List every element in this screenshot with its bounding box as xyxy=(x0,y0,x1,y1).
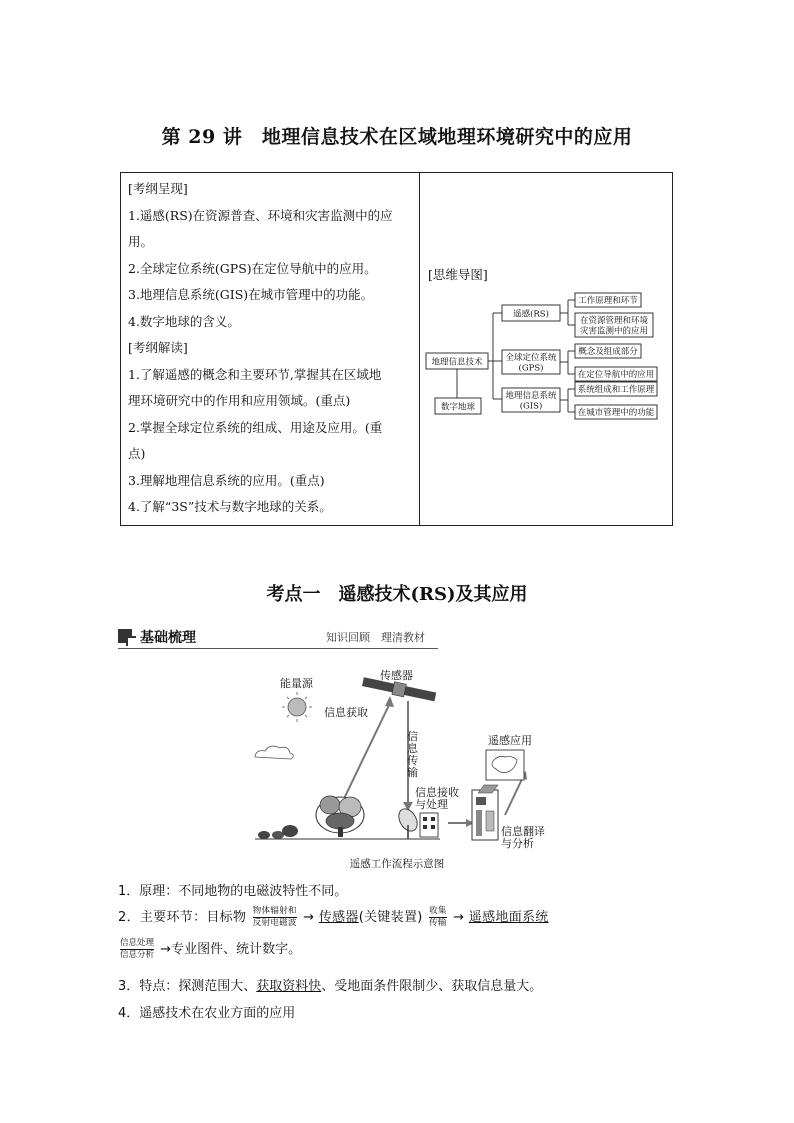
arrow-to-application xyxy=(505,777,523,815)
item-agriculture: 4．遥感技术在农业方面的应用 xyxy=(118,1006,296,1021)
label-energy-source: 能量源 xyxy=(280,677,313,690)
mindmap-gis-leaf-1-text: 系统组成和工作原理 xyxy=(577,385,655,395)
mindmap-gps-leaf-1-text: 概念及组成部分 xyxy=(578,347,638,357)
label-transmit-1: 信 xyxy=(407,730,418,743)
rs-workflow-diagram xyxy=(250,665,550,855)
banner-square-cut xyxy=(126,636,136,646)
outline-line: 2.全球定位系统(GPS)在定位导航中的应用。 xyxy=(128,260,377,276)
section-title: 考点一 遥感技术(RS)及其应用 xyxy=(266,584,528,605)
label-transmit-4: 输 xyxy=(407,766,418,779)
table-divider xyxy=(419,173,420,525)
mindmap-root: 地理信息技术 xyxy=(431,357,483,368)
outline-line: 用。 xyxy=(128,234,154,249)
label-application: 遥感应用 xyxy=(488,734,532,747)
mindmap-gis-2: (GIS) xyxy=(519,401,543,412)
steps-prefix: 2．主要环节：目标物 xyxy=(118,910,247,925)
features-fast: 获取资料快 xyxy=(256,979,322,994)
banner-line xyxy=(118,648,438,649)
sun-icon xyxy=(282,692,312,722)
banner xyxy=(118,627,438,649)
label-translate-2: 与分析 xyxy=(501,837,534,850)
outline-line: 1.遥感(RS)在资源普查、环境和灾害监测中的应 xyxy=(128,207,393,223)
outline-line: 1.了解遥感的概念和主要环节,掌握其在区域地 xyxy=(128,366,382,382)
steps-ground-system: 遥感地面系统 xyxy=(468,910,549,925)
features-rest: 、受地面条件限制少、获取信息量大。 xyxy=(321,979,543,994)
mindmap xyxy=(423,288,673,423)
outline-line: [考纲呈现] xyxy=(128,181,188,196)
item-principle: 1．原理：不同地物的电磁波特性不同。 xyxy=(118,884,348,899)
tree-icon xyxy=(316,796,364,837)
mindmap-digital-earth: 数字地球 xyxy=(440,402,476,413)
processing-station-icon xyxy=(472,785,498,840)
steps-sensor: 传感器 xyxy=(318,910,359,925)
step-arrow-3-bottom: 信息分析 xyxy=(120,950,155,960)
outline-table xyxy=(120,172,673,526)
outline-line: 理环境研究中的作用和应用领域。(重点) xyxy=(128,393,351,408)
bush-icon xyxy=(258,825,298,839)
outline-line: 4.数字地球的含义。 xyxy=(128,313,240,329)
item-steps-continued: 信息处理 信息分析 →专业图件、统计数字。 xyxy=(120,938,302,960)
label-transmit-3: 传 xyxy=(407,754,418,767)
steps-key-device: (关键装置) xyxy=(358,910,423,925)
mindmap-rs-leaf-2b-text: 灾害监测中的应用 xyxy=(579,326,649,337)
outline-line: 2.掌握全球定位系统的组成、用途及应用。(重 xyxy=(128,419,383,435)
step-arrow-3-top: 信息处理 xyxy=(120,938,155,948)
cloud-icon xyxy=(255,746,293,759)
step-arrow-1 xyxy=(253,906,297,929)
label-receive-2: 与处理 xyxy=(415,798,448,811)
outline-line: 点) xyxy=(128,446,146,461)
item-steps: 2．主要环节：目标物 物体辐射和 反射电磁波 → 传感器(关键装置) 收集 传输 → 遥感地面系统 xyxy=(118,906,549,928)
step-arrow-1-bottom: 反射电磁波 xyxy=(252,918,297,928)
mindmap-rs: 遥感(RS) xyxy=(513,309,549,320)
label-info-get: 信息获取 xyxy=(324,706,368,719)
outline-line: 4.了解“3S”技术与数字地球的关系。 xyxy=(128,499,332,514)
banner-subtitle: 知识回顾 理清教材 xyxy=(326,631,425,644)
outline-line: 3.理解地理信息系统的应用。(重点) xyxy=(128,472,325,488)
step-arrow-2-top: 收集 xyxy=(429,906,447,916)
steps-output: 专业图件、统计数字。 xyxy=(171,942,302,957)
mindmap-gps-leaf-2-text: 在定位导航中的应用 xyxy=(577,370,655,380)
label-receive-1: 信息接收 xyxy=(415,786,459,799)
outline-line: 3.地理信息系统(GIS)在城市管理中的功能。 xyxy=(128,287,374,302)
step-arrow-3 xyxy=(120,938,154,961)
step-arrow-1-top: 物体辐射和 xyxy=(252,906,297,916)
step-arrow-2 xyxy=(429,906,447,929)
mindmap-gps-1: 全球定位系统 xyxy=(505,353,557,363)
mindmap-gps-2: (GPS) xyxy=(518,363,544,374)
label-sensor: 传感器 xyxy=(380,669,413,682)
mindmap-label: [思维导图] xyxy=(428,267,488,282)
features-prefix: 3．特点：探测范围大、 xyxy=(118,979,257,994)
china-map-icon xyxy=(486,750,524,780)
page-title: 第 29 讲 地理信息技术在区域地理环境研究中的应用 xyxy=(161,126,633,148)
label-transmit-2: 息 xyxy=(407,742,418,755)
figure-caption: 遥感工作流程示意图 xyxy=(349,858,445,870)
mindmap-rs-leaf-1-text: 工作原理和环节 xyxy=(578,296,638,306)
banner-title: 基础梳理 xyxy=(140,630,196,646)
step-arrow-2-bottom: 传输 xyxy=(429,918,447,928)
mindmap-gis-1: 地理信息系统 xyxy=(505,391,557,401)
item-features xyxy=(118,975,542,994)
label-translate-1: 信息翻译 xyxy=(501,825,545,838)
outline-text xyxy=(128,176,416,521)
mindmap-rs-leaf-2a-text: 在资源管理和环境 xyxy=(579,316,649,326)
outline-line: [考纲解读] xyxy=(128,340,188,355)
mindmap-gis-leaf-2-text: 在城市管理中的功能 xyxy=(577,408,655,418)
